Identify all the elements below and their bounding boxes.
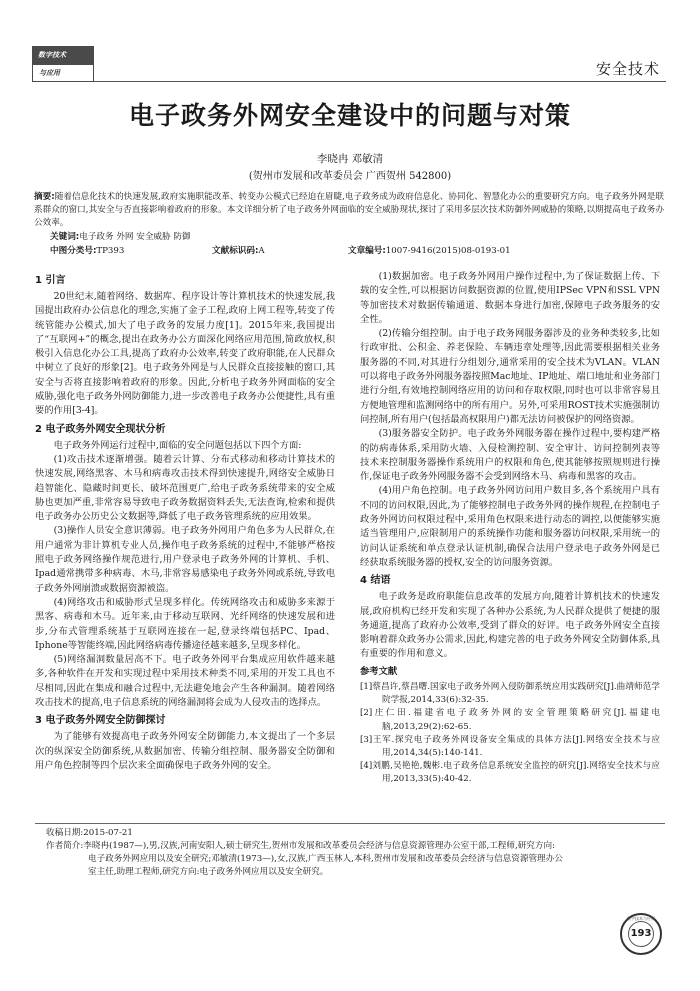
page-number: 193 <box>628 921 654 947</box>
section-tag: 安全技术 <box>595 60 660 78</box>
author-bio-label: 作者简介: <box>46 841 84 851</box>
clc-value: TP393 <box>96 246 125 256</box>
author-bio-text-2: 电子政务外网应用以及安全研究;邓敏清(1973—),女,汉族,广西玉林人,本科,贺州市发展和改革委员会经济与信息资源管理办公 <box>88 854 563 864</box>
section-3-item-3: (3)服务器安全防护。电子政务外网服务器在操作过程中,要构建严格的防病毒体系,采用防火墙、入侵检测控制、安全审计、访问控制列表等技术来控制服务器操作系统用户的权限和角色,使其能够按照规则进行操作,保证电子政务外网服务器不会受到网络木马、病毒和黑客的攻击。 <box>360 428 660 483</box>
section-3-item-4: (4)用户角色控制。电子政务外网访问用户数目多,各个系统用户具有不同的访问权限,因此,为了能够控制电子政务外网的操作规程,在控制电子政务外网访问权限过程中,采用角色权限来进行动态的调控,以便能够实施适当管理用户,应限制用户的系统操作功能和服务器访问权限,采用统一的访问认证系统和单点登录认证机制,确保合法用户登录电子政务外网是已经获取系统服务器的授权,安全的访问服务资源。 <box>360 485 660 568</box>
section-2-intro: 电子政务外网运行过程中,面临的安全问题包括以下四个方面: <box>53 439 302 451</box>
journal-logo-bottom: 与应用 <box>32 64 94 82</box>
clc-label: 中图分类号: <box>50 246 97 256</box>
section-1-heading: 1 引言 <box>35 275 66 286</box>
section-3-item-1: (1)数据加密。电子政务外网用户操作过程中,为了保证数据上传、下载的安全性,可以根据访问数据资源的位置,使用IPSec VPN和SSL VPN等加密技术对数据传输通道、数据本身进行加密,保障电子政务服务的安全性。 <box>360 271 660 325</box>
references-heading: 参考文献 <box>360 665 398 677</box>
reference-item: [4]刘鹏,吴艳艳,魏彬.电子政务信息系统安全监控的研究[J].网络安全技术与应用,2013,33(5):40-42. <box>360 761 660 785</box>
journal-logo-top: 数字技术 <box>32 46 94 64</box>
keywords <box>50 231 191 244</box>
footnote-rule <box>35 823 665 824</box>
section-2-item-1: (1)攻击技术逐渐增强。随着云计算、分布式移动和移动计算技术的快速发展,网络黑客、木马和病毒攻击技术得到快速提升,网络安全威胁日趋智能化、隐藏时间更长、破坏范围更广,给电子政务系统带来的安全威胁也更加严重,非常容易导致电子政务数据资料丢失,无法查询,检索和提供电子政务办公历史公文数据等,降低了电子政务管理系统的应用效果。 <box>35 453 335 523</box>
reference-item: [2]庄仁田.福建省电子政务外网的安全管理策略研究[J].福建电脑,2013,29(2):62-65. <box>360 708 660 732</box>
author-bio-text-1: 李晓冉(1987—),男,汉族,河南安阳人,硕士研究生,贺州市发展和改革委员会经济与信息资源管理办公室干部,工程师,研究方向: <box>83 841 555 851</box>
article-number-value: 1007-9416(2015)08-0193-01 <box>385 246 511 256</box>
section-4-paragraph: 电子政务是政府职能信息改革的发展方向,随着计算机技术的快速发展,政府机构已经开发和实现了各种办公系统,为人民群众提供了便捷的服务通道,提高了政府办公效率,受到了群众的好评。电子政务外网安全直接影响着群众政务办公需求,因此,构建完善的电子政务外网安全防御体系,具有重要的作用和意义。 <box>360 591 660 660</box>
abstract <box>34 191 664 230</box>
header-rule <box>94 81 666 82</box>
article-number-label: 文章编号: <box>348 246 386 256</box>
section-2-item-5: (5)网络漏洞数量居高不下。电子政务外网平台集成应用软件越来越多,各种软件在开发和实现过程中采用技术种类不同,采用的开发工具也不尽相同,因此在集成和融合过程中,无法避免地会产生各种漏洞。随着网络攻击技术的提高,电子信息系统的网络漏洞将会成为人侵攻击的选择点。 <box>35 654 335 709</box>
page-number-badge <box>620 913 662 955</box>
footnote <box>46 827 666 879</box>
right-column <box>360 270 660 787</box>
section-4-heading: 4 结语 <box>360 575 391 587</box>
clc-number <box>50 245 124 258</box>
keywords-label: 关键词: <box>50 232 80 242</box>
abstract-text: 随着信息化技术的快速发展,政府实施职能改革、转变办公模式已经迫在眉睫,电子政务成为政府信息化、协同化、智慧化办公的重要研究方向。电子政务外网是联系群众的窗口,其安全与否直接影响着政府的形象。本文详细分析了电子政务外网面临的安全威胁现状,探讨了采用多层次技术防御外网威胁的策略,以期提高电子政务办公效率。 <box>34 192 665 228</box>
section-3-item-2: (2)传输分组控制。由于电子政务网服务器涉及的业务种类较多,比如行政审批、公积金、养老保险、车辆违章处理等,因此需要根据相关业务服务器的不同,对其进行分组划分,通常采用的安全技术为VLAN。VLAN可以将电子政务外网服务器按照Mac地址、IP地址、端口地址和业务部门进行分组,有效地控制网络应用的访问和存取权限,同时也可以非常容易且方便地管理和监测网络中的所有用户。另外,可采用ROST技术实施强制访问控制,所有用户(包括最高权限用户)都无法访问被保护的网络资源。 <box>360 328 660 425</box>
section-2-item-4: (4)网络攻击和威胁形式呈现多样化。传统网络攻击和威胁多来源于黑客、病毒和木马。近年来,由于移动互联网、光纤网络的快速发展和进步,分布式管理系统基于互联网连接在一起,登录终端包括PC、Ipad、Iphone等智能终端,因此网络病毒传播途径越来越多,呈现多样化。 <box>35 596 335 651</box>
abstract-label: 摘要: <box>34 192 55 202</box>
journal-logo <box>32 46 94 82</box>
section-2-heading: 2 电子政务外网安全现状分析 <box>35 423 166 435</box>
section-1-paragraph: 20世纪末,随着网络、数据库、程序设计等计算机技术的快速发展,我国提出政府办公信息化的理念,实施了金子工程,政府上网工程等,转变了传统管能办公模式,加大了电子政务的发展力度[1]。2015年来,我国提出了“互联网+”的概念,提出在政务办公方面深化网络应用范围,简政放权,积极引入信息化办公工具,提高了政府办公效率,转变了政府职能,在人民群众中树立了良好的形象[2]。电子政务外网是与人民群众直接接触的窗口,其安全与否将直接影响着政府的形象。因此,分析电子政务外网面临的安全威胁,强化电子政务外网防御能力,进一步改善电子政务办公便捷性,具有重要的作用[3-4]。 <box>35 291 335 417</box>
reference-item: [1]蔡昌许,蔡昌曙.国家电子政务外网入侵防御系统应用实践研究[J].曲靖师范学院学报,2014,33(6):32-35. <box>360 682 660 706</box>
author-bio-text-3: 室主任,助理工程师,研究方向:电子政务外网应用以及安全研究。 <box>88 867 329 877</box>
author-bio-line-1 <box>46 840 666 853</box>
reference-item: [3]王军.探究电子政务外网设备安全集成的具体方法[J].网络安全技术与应用,2014,34(5):140-141. <box>360 734 660 759</box>
keywords-text: 电子政务 外网 安全威胁 防御 <box>79 232 191 242</box>
badge-ring-text: 数字技术与应用 <box>627 916 655 921</box>
doc-label: 文献标识码: <box>212 246 259 256</box>
article-affiliation: (贺州市发展和改革委员会 广西贺州 542800) <box>248 171 452 182</box>
article-title: 电子政务外网安全建设中的问题与对策 <box>128 101 571 130</box>
section-3-paragraph: 为了能够有效提高电子政务外网安全防御能力,本文提出了一个多层次的纵深安全防御系统,从数据加密、传输分组控制、服务器安全防御和用户角色控制等四个层次来全面确保电子政务外网的安全。 <box>35 731 335 771</box>
section-3-heading: 3 电子政务外网安全防御探讨 <box>35 715 166 727</box>
section-2-item-3: (3)操作人员安全意识薄弱。电子政务外网用户角色多为人民群众,在用户通常为非计算机专业人员,操作电子政务系统的过程中,不能够严格按照电子政务网络操作规范进行,用户登录电子政务外网的计算机、手机、Ipad通常携带多种病毒、木马,非常容易感染电子政务外网或系统,导致电子政务外网崩溃或数据资源被盗。 <box>35 525 335 594</box>
article-authors: 李晓冉 邓敏清 <box>316 153 384 165</box>
article-number <box>348 245 511 258</box>
doc-value: A <box>258 246 265 256</box>
doc-code <box>212 245 265 258</box>
left-column <box>35 270 335 773</box>
received-date: 收稿日期:2015-07-21 <box>46 828 133 838</box>
